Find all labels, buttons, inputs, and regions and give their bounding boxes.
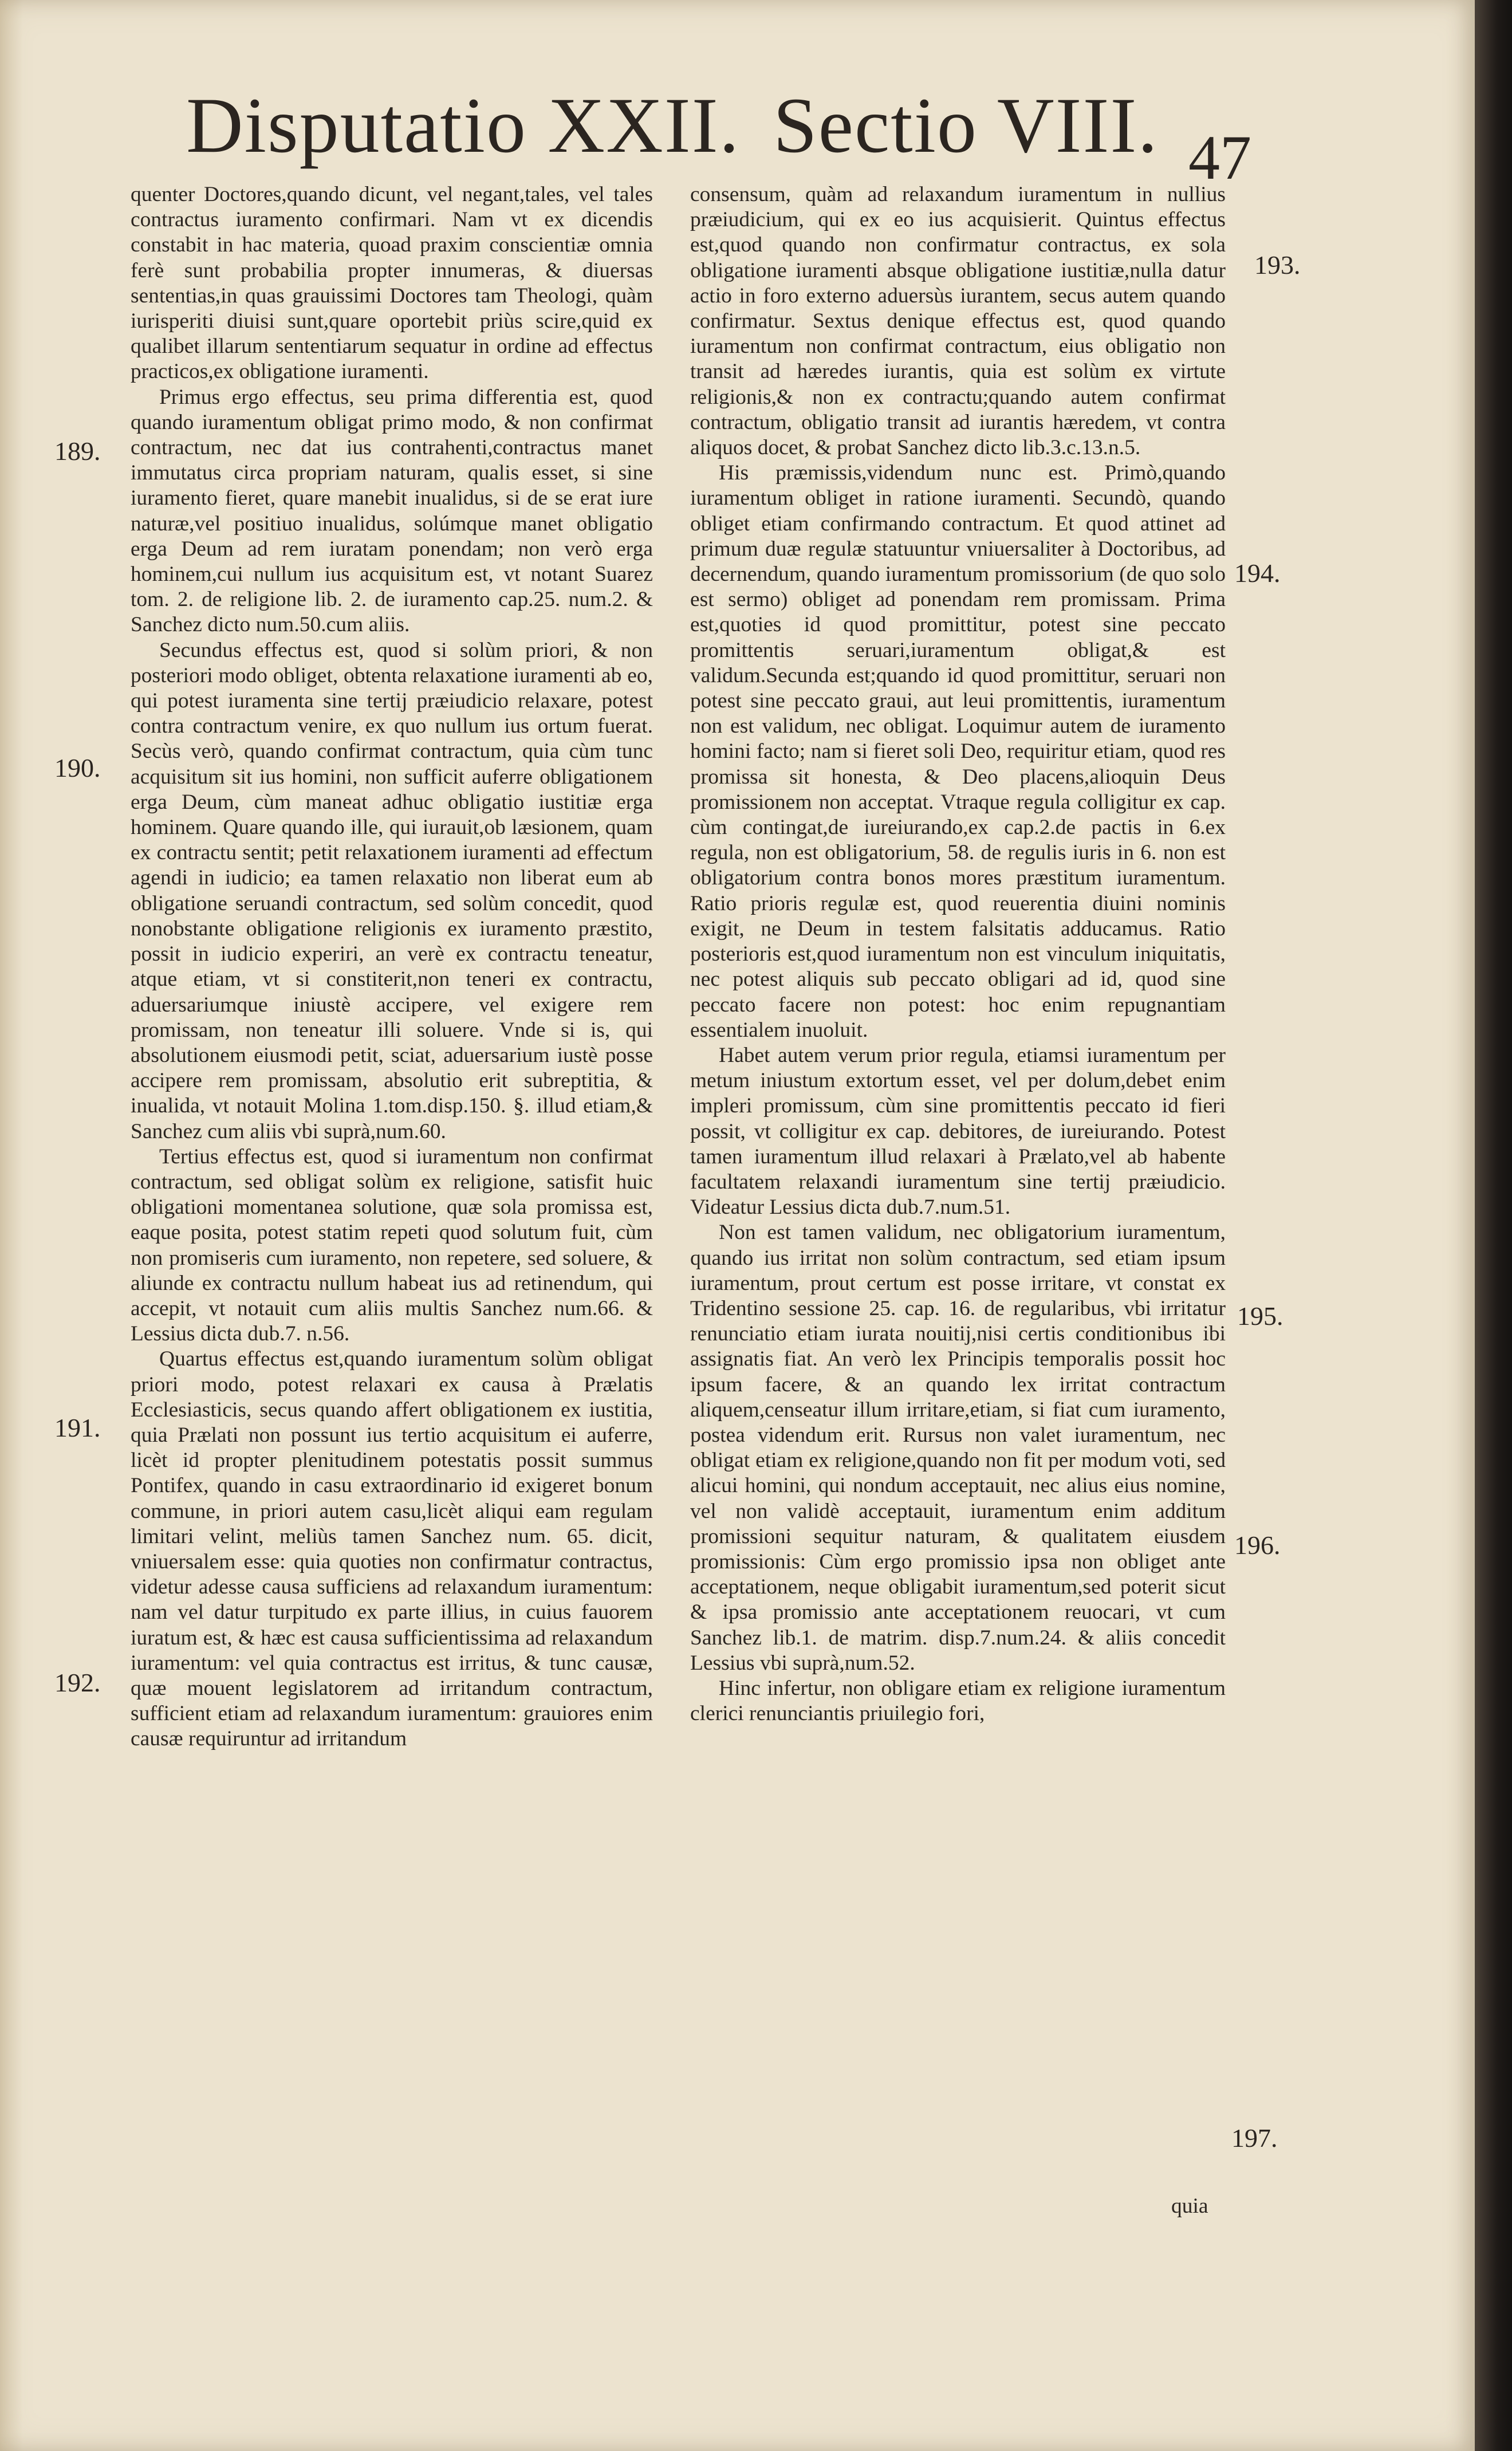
paragraph-190: Secundus effectus est, quod si solùm priori, & non posteriori modo obliget, obtenta relaxatione iuramenti ab eo, qui potest iuramenta sine tertij præiudicio relaxare, potest contra contractum venire, ex quo nullum ius ortum fuerat. Secùs verò, quando confirmat contractum, quia cùm tunc acquisitum sit ius homini, non sufficit auferre obligationem erga Deum, cùm maneat adhuc obligatio iustitiæ erga hominem. Quare quando ille, qui iurauit,ob læsionem, quam ex contractu sentit; petit relaxationem iuramenti ad effectum agendi in iudicio; ea tamen relaxatio non liberat eum ab obligatione seruandi contractum, sed solùm concedit, quod nonobstante obligatione religionis ex iuramento præstito, possit in iudicio experiri, an verè ex contractu teneatur, atque etiam, vt si constiterit,non teneri ex contractu, aduersariumque iniustè accipere, vel exigere rem promissam, non teneatur illi soluere. Vnde si is, qui absolutionem eiusmodi petit, sciat, aduersarium iustè posse accipere rem promissam, absolutio erit subreptitia, & inualida, vt notauit Molina 1.tom.disp.150. §. illud etiam,& Sanchez cum aliis vbi suprà,num.60. <box>131 638 653 1143</box>
gutter-shadow <box>0 0 23 2451</box>
running-title-right: Sectio VIII. <box>773 81 1159 169</box>
page-number: 47 <box>1188 123 1251 192</box>
right-column <box>690 182 1226 1726</box>
paragraph-continuation: quenter Doctores,quando dicunt, vel negant,tales, vel tales contractus iuramento confirmari. Nam vt ex dicendis constabit in hac materia, quoad praxim conscientiæ omnia ferè sunt probabilia propter innumeras, & diuersas sententias,in quas grauissimi Doctores tam Theologi, quàm iurisperiti diuisi sunt,quare oportebit priùs scire,quid ex qualibet illarum sententiarum sequatur in ordine ad effectus practicos,ex obligatione iuramenti. <box>131 183 653 384</box>
paragraph-192: Quartus effectus est,quando iuramentum solùm obligat priori modo, potest relaxari ex causa à Prælatis Ecclesiasticis, secus quando affert obligationem ex iustitia, quia Prælati non possunt ius tertio acquisitum ei auferre, licèt id propter plenitudinem potestatis possit summus Pontifex, quando in casu extraordinario id exigeret bonum commune, in priori autem casu,licèt aliqui eam regulam limitari velint, meliùs tamen Sanchez num. 65. dicit, vniuersalem esse: quia quoties non confirmatur contractus, videtur adesse causa sufficiens ad relaxandum iuramentum: nam vel datur turpitudo ex parte illius, in cuius fauorem iuratum est, & hæc est causa sufficientissima ad relaxandum iuramentum: vel quia contractus est irritus, & tunc causæ, quæ mouent legislatorem ad irritandum contractum, sufficient etiam ad relaxandum iuramentum: grauiores enim causæ requiruntur ad irritandum <box>131 1347 653 1751</box>
margin-number-196: 196. <box>1234 1531 1281 1560</box>
paragraph-continuation-right: consensum, quàm ad relaxandum iuramentum in nullius præiudicium, qui ex eo ius acquisierit. Quintus effectus est,quod quando non confirmatur contractus, ex sola obligatione iuramenti absque obligatione iustitiæ,nulla datur actio in foro externo aduersùs iurantem, secus autem quando confirmatur. Sextus denique effectus est, quod quando iuramentum non confirmat contractum, eius obligatio non transit ad hæredes iurantis, quia est solùm ex virtute religionis,& non ex contractu;quando autem confirmat contractum, obligatio transit ad iurantis hæredem, vt contra aliquos docet, & probat Sanchez dicto lib.3.c.13.n.5. <box>690 183 1226 460</box>
paragraph-196: Non est tamen validum, nec obligatorium iuramentum, quando ius irritat non solùm contractum, sed etiam ipsum iuramentum, prout certum est posse irritare, vt constat ex Tridentino sessione 25. cap. 16. de regularibus, vbi irritatur renunciatio etiam iurata nouitij,nisi certis conditionibus ibi assignatis fiat. An verò lex Principis temporalis possit hoc ipsum facere, & an quando lex irritat contractum aliquem,censeatur illum irritare,etiam, si fiat cum iuramento, postea videndum erit. Rursus non valet iuramentum, nec obligat etiam ex religione,quando non fit per modum voti, sed alicui homini, qui nondum acceptauit, nec alius eius nomine, vel non validè acceptauit, iuramentum enim additum promissioni sequitur naturam, & qualitatem eiusdem promissionis: Cùm ergo promissio ipsa non obliget ante acceptationem, neque obligabit iuramentum,sed poterit sicut & ipsa promissio ante acceptationem reuocari, vt cum Sanchez lib.1. de matrim. disp.7.num.24. & aliis concedit Lessius vbi suprà,num.52. <box>690 1221 1226 1675</box>
page-header <box>0 81 1475 192</box>
running-title-left: Disputatio XXII. <box>186 81 741 169</box>
margin-number-195: 195. <box>1237 1301 1283 1331</box>
paragraph-189: Primus ergo effectus, seu prima differentia est, quod quando iuramentum obligat primo modo, & non confirmat contractum, nec dat ius contrahenti,contractus manet immutatus circa propriam naturam, qualis esset, si sine iuramento fieret, quare manebit inualidus, si de se erat iure naturæ,vel positiuo inualidus, solúmque manet obligatio erga Deum ad rem iuratam ponendam; non verò erga hominem,cui nullum ius acquisitum est, vt notant Suarez tom. 2. de religione lib. 2. de iuramento cap.25. num.2. & Sanchez dicto num.50.cum aliis. <box>131 385 653 637</box>
paragraph-194: His præmissis,videndum nunc est. Primò,quando iuramentum obliget in ratione iuramenti. Secundò, quando obliget etiam confirmando contractum. Et quod attinet ad primum duæ regulæ statuuntur vniuersaliter à Doctoribus, ad decernendum, quando iuramentum promissorium (de quo solo est sermo) obliget ad ponendam rem promissam. Prima est,quoties id quod promittitur, potest sine peccato promittentis seruari,iuramentum obligat,& est validum.Secunda est;quando id quod promittitur, seruari non potest sine peccato graui, aut leui promittentis, iuramentum non est validum, nec obligat. Loquimur autem de iuramento homini facto; nam si fieret soli Deo, requiritur etiam, quod res promissa sit honesta, & Deo placens,alioquin Deus promissionem non acceptat. Vtraque regula colligitur ex cap. cùm contingat,de iureiurando,ex cap.2.de pactis in 6.ex regula, non est obligatorium, 58. de regulis iuris in 6. non est obligatorium contra bonos mores præstitum iuramentum. Ratio prioris regulæ est, quod reuerentia diuini nominis exigit, ne Deum in testem falsitatis adducamus. Ratio posterioris est,quod iuramentum non est vinculum iniquitatis, nec potest aliquis sub peccato obligari ad id, quod sine peccato facere non potest: hoc enim repugnantiam essentialem inuoluit. <box>690 461 1226 1042</box>
left-column <box>131 182 653 1752</box>
margin-number-193: 193. <box>1254 250 1301 280</box>
paragraph-197: Hinc infertur, non obligare etiam ex religione iuramentum clerici renunciantis priuilegio fori, <box>690 1676 1226 1726</box>
paragraph-195: Habet autem verum prior regula, etiamsi iuramentum per metum iniustum extortum esset, vel per dolum,debet enim impleri promissum, cùm sine promittentis peccato id fieri possit, vt colligitur ex cap. debitores, de iureiurando. Potest tamen iuramentum illud relaxari à Prælato,vel ab habente facultatem relaxandi iuramentum sine tertij præiudicio. Videatur Lessius dicta dub.7.num.51. <box>690 1043 1226 1219</box>
paragraph-191: Tertius effectus est, quod si iuramentum non confirmat contractum, sed obligat solùm ex religione, satisfit huic obligationi momentanea solutione, quæ sola promissa est, eaque posita, potest statim repeti quod solutum fuit, cùm non promiseris cum iuramento, non repetere, sed soluere, & aliunde ex contractu nullum habeat ius ad retinendum, qui accepit, vt notauit cum aliis multis Sanchez num.66. & Lessius dicta dub.7. n.56. <box>131 1144 653 1346</box>
margin-number-190: 190. <box>54 753 101 782</box>
margin-number-197: 197. <box>1231 2123 1278 2153</box>
margin-number-194: 194. <box>1234 558 1281 588</box>
margin-number-192: 192. <box>54 1668 101 1697</box>
page-edge-background <box>1475 0 1512 2451</box>
catchword: quia <box>1171 2194 1208 2218</box>
margin-number-191: 191. <box>54 1413 101 1442</box>
margin-number-189: 189. <box>54 436 101 466</box>
